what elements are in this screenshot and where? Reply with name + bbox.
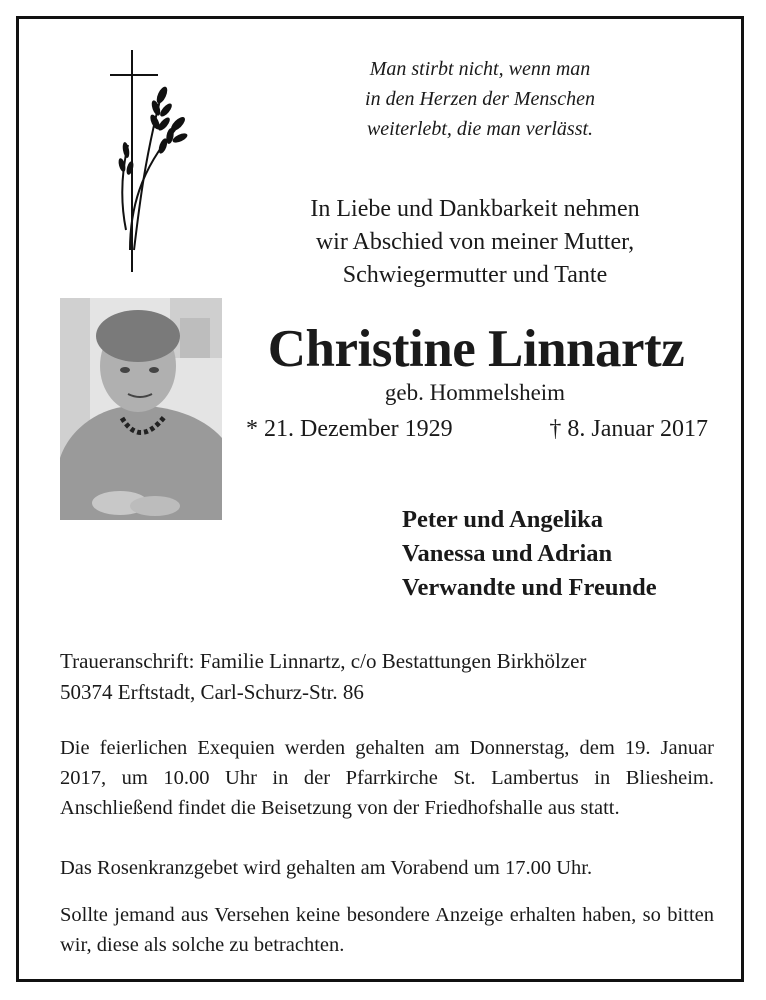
intro-text: [250, 193, 700, 292]
service-details: Die feierlichen Exequien werden gehalten am Donnerstag, dem 19. Januar 2017, um 10.00 Uhr in der Pfarrkirche St. Lambertus in Bliesheim. Anschließend findet die Beisetzung von der Friedhofshalle aus statt.: [60, 737, 714, 819]
death-date: † 8. Januar 2017: [549, 416, 708, 442]
birth-name: geb. Hommelsheim: [384, 380, 566, 405]
memorial-quote: [300, 54, 660, 144]
cross-wheat-icon: [100, 50, 190, 275]
mourner-line: Peter und Angelika: [402, 506, 604, 533]
mourner-line: Vanessa und Adrian: [402, 540, 613, 567]
mourning-address: [60, 646, 720, 708]
mourner-line: Verwandte und Freunde: [402, 574, 657, 601]
quote-line: weiterlebt, die man verlässt.: [366, 118, 594, 140]
rosary-info: Das Rosenkranzgebet wird gehalten am Vorabend um 17.00 Uhr.: [60, 857, 593, 879]
address-line: Traueranschrift: Familie Linnartz, c/o Bestattungen Birkhölzer: [60, 649, 587, 673]
quote-line: Man stirbt nicht, wenn man: [369, 58, 591, 80]
address-line: 50374 Erftstadt, Carl-Schurz-Str. 86: [60, 680, 364, 704]
notice-remark: Sollte jemand aus Versehen keine besondere Anzeige erhalten haben, so bitten wir, diese als solche zu betrachten.: [60, 904, 714, 956]
mourners-list: [402, 503, 732, 605]
portrait-photo: [60, 298, 222, 520]
quote-line: in den Herzen der Menschen: [365, 88, 595, 110]
intro-line: wir Abschied von meiner Mutter,: [315, 229, 635, 255]
birth-date: * 21. Dezember 1929: [246, 416, 453, 442]
intro-line: Schwiegermutter und Tante: [342, 262, 608, 288]
deceased-name: Christine Linnartz: [267, 320, 685, 378]
intro-line: In Liebe und Dankbarkeit nehmen: [310, 196, 640, 222]
